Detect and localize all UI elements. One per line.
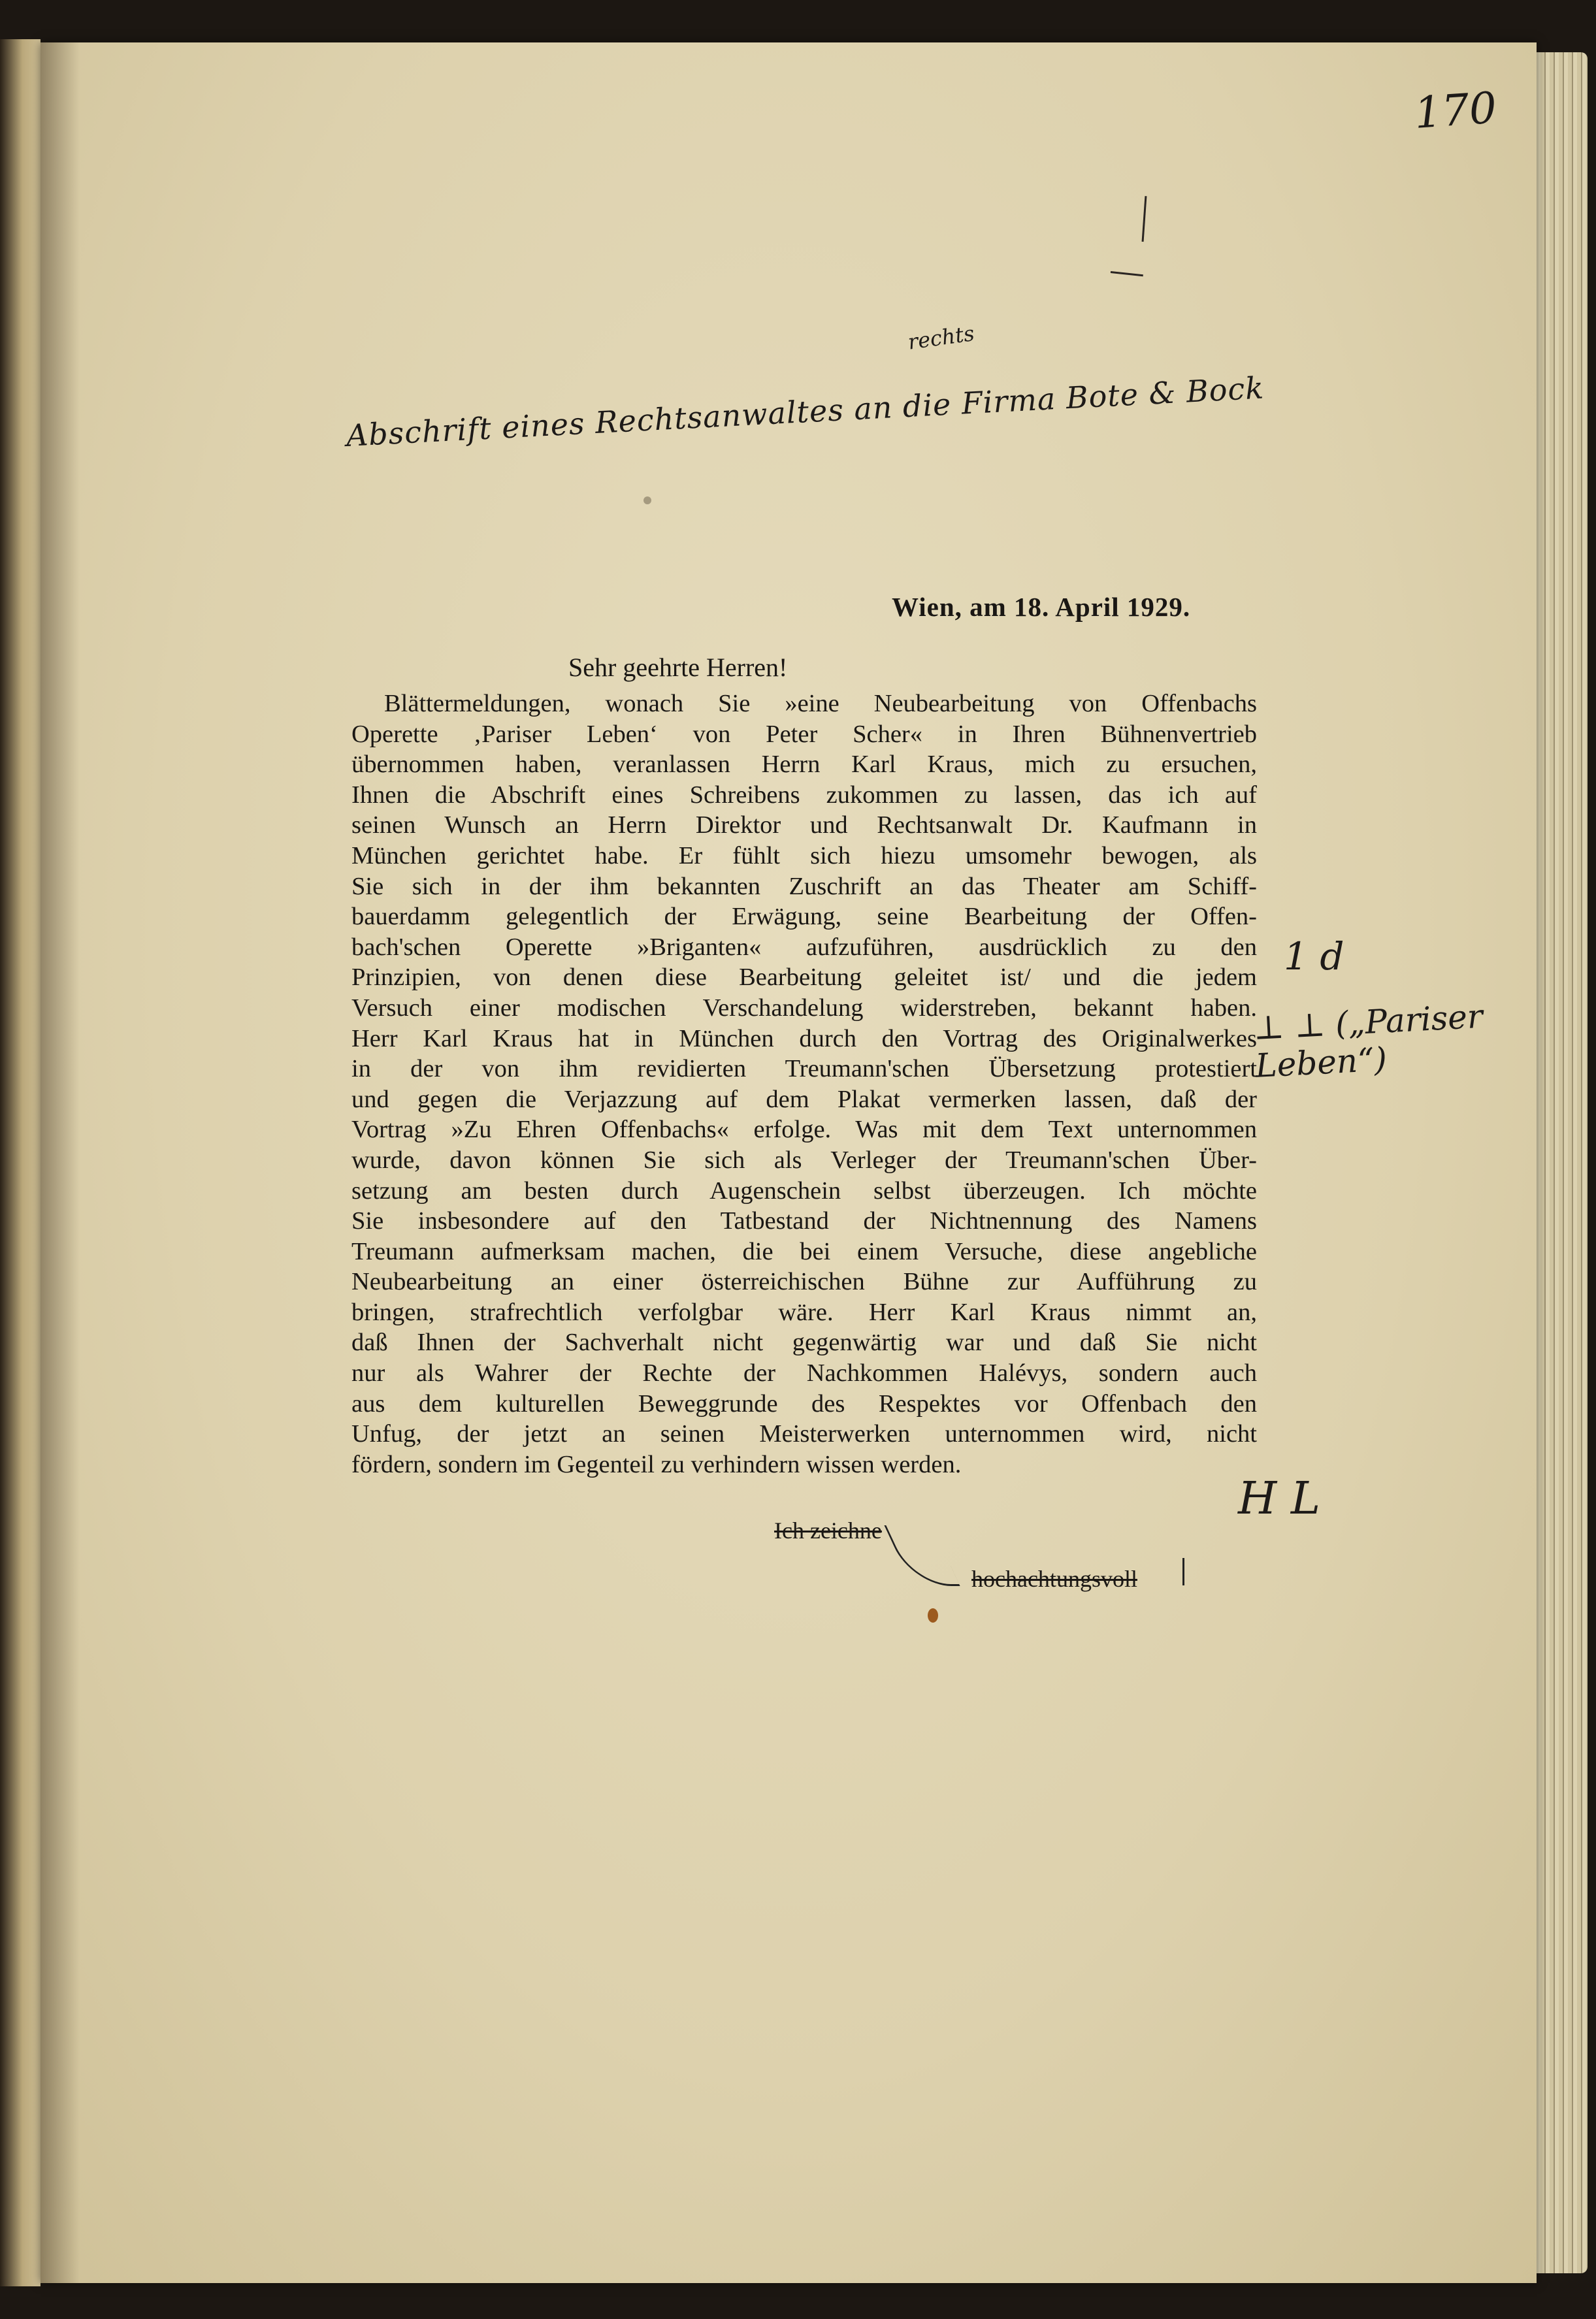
body-line: Herr Karl Kraus hat in München durch den Vortrag des Originalwerkes [351,1024,1257,1052]
handwritten-note: Abschrift eines Rechtsanwaltes an die Firma Bote & Bock [345,370,1265,453]
body-line: aus dem kulturellen Beweggrunde des Respektes vor Offenbach den [351,1389,1257,1418]
body-line: wurde, davon können Sie sich als Verleger der Treumann'schen Über- [351,1146,1257,1174]
paper-spot [643,496,651,504]
body-line: in der von ihm revidierten Treumann'schen Übersetzung protestiert [351,1055,1257,1083]
facing-page-edge [0,39,41,2286]
body-line: bach'schen Operette »Briganten« aufzuführen, ausdrücklich zu den [351,933,1257,961]
body-line: Ihnen die Abschrift eines Schreibens zukommen zu lassen, das ich auf [351,781,1257,809]
letter-body [351,689,1257,1480]
handwritten-mark: rechts [906,320,976,355]
body-line: Treumann aufmerksam machen, die bei einem Versuche, diese angebliche [351,1237,1257,1265]
body-line: Blättermeldungen, wonach Sie »eine Neubearbeitung von Offenbachs [384,690,1257,717]
body-line: bauerdamm gelegentlich der Erwägung, seine Bearbeitung der Offen- [351,903,1257,931]
ink-stain [928,1608,938,1623]
struck-closing: Ich zeichne [774,1517,882,1544]
gutter-shadow [41,42,80,2283]
body-line: seinen Wunsch an Herrn Direktor und Rechtsanwalt Dr. Kaufmann in [351,811,1257,839]
body-line: Sie sich in der ihm bekannten Zuschrift an das Theater am Schiff- [351,872,1257,900]
body-line: Operette ‚Pariser Leben‘ von Peter Scher« in Ihren Bühnenvertrieb [351,720,1257,748]
handwritten-bar [1182,1558,1184,1585]
body-line: bringen, strafrechtlich verfolgbar wäre. Herr Karl Kraus nimmt an, [351,1298,1257,1326]
body-line: München gerichtet habe. Er fühlt sich hiezu umsomehr bewogen, als [351,841,1257,869]
folio-number: 170 [1412,82,1499,138]
body-line: und gegen die Verjazzung auf dem Plakat vermerken lassen, daß der [351,1085,1257,1113]
body-line: nur als Wahrer der Rechte der Nachkommen Halévys, sondern auch [351,1359,1257,1387]
struck-closing: hochachtungsvoll [971,1566,1137,1592]
margin-annotation: 1 d [1284,934,1344,979]
body-line: Versuch einer modischen Verschandelung widerstreben, bekannt haben. [351,994,1257,1022]
body-line: Neubearbeitung an einer österreichischen Bühne zur Aufführung zu [351,1268,1257,1296]
body-line: Unfug, der jetzt an seinen Meisterwerken unternommen wird, nicht [351,1420,1257,1448]
body-line: Sie insbesondere auf den Tatbestand der Nichtnennung des Namens [351,1207,1257,1235]
body-line: Prinzipien, von denen diese Bearbeitung geleitet ist/ und die jedem [351,964,1257,992]
margin-annotation: ⊥ ⊥ („Pariser Leben“) [1252,997,1484,1085]
salutation: Sehr geehrte Herren! [568,653,788,682]
body-line: übernommen haben, veranlassen Herrn Karl Kraus, mich zu ersuchen, [351,751,1257,779]
body-line: fördern, sondern im Gegenteil zu verhindern wissen werden. [351,1450,962,1478]
body-line: setzung am besten durch Augenschein selbst überzeugen. Ich möchte [351,1176,1257,1205]
margin-initials: H L [1238,1473,1321,1525]
body-line: daß Ihnen der Sachverhalt nicht gegenwärtig war und daß Sie nicht [351,1329,1257,1357]
dateline: Wien, am 18. April 1929. [892,592,1191,622]
body-line: Vortrag »Zu Ehren Offenbachs« erfolge. Was mit dem Text unternommen [351,1116,1257,1144]
